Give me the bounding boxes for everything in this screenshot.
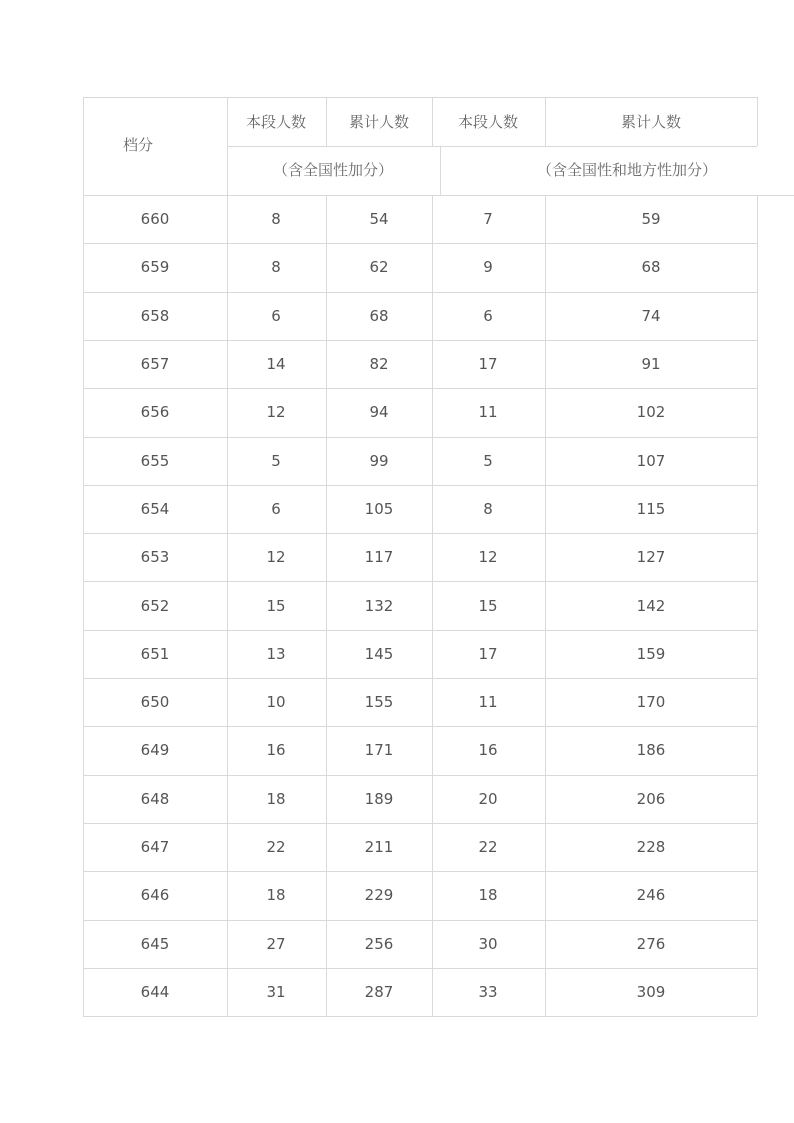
header-segment-count-1: 本段人数 [245, 113, 306, 131]
segment-count-bonus-cell: 7 [483, 210, 493, 228]
header-segment-count-2: 本段人数 [457, 113, 518, 131]
segment-count-bonus-cell: 11 [478, 693, 498, 711]
segment-count-cell: 5 [271, 452, 281, 470]
score-cell: 653 [140, 548, 170, 566]
subheader-national-bonus: （含全国性加分） [272, 161, 393, 179]
segment-count-cell: 12 [266, 403, 286, 421]
score-cell: 651 [140, 645, 170, 663]
cumulative-count-cell: 256 [364, 935, 394, 953]
score-cell: 660 [140, 210, 170, 228]
cumulative-count-cell: 54 [369, 210, 389, 228]
segment-count-cell: 6 [271, 500, 281, 518]
segment-count-bonus-cell: 18 [478, 886, 498, 904]
segment-count-cell: 12 [266, 548, 286, 566]
cumulative-count-cell: 155 [364, 693, 394, 711]
cumulative-count-bonus-cell: 107 [636, 452, 666, 470]
score-cell: 648 [140, 790, 170, 808]
cumulative-count-cell: 99 [369, 452, 389, 470]
segment-count-bonus-cell: 33 [478, 983, 498, 1001]
segment-count-bonus-cell: 15 [478, 597, 498, 615]
cumulative-count-bonus-cell: 246 [636, 886, 666, 904]
segment-count-bonus-cell: 17 [478, 645, 498, 663]
cumulative-count-cell: 229 [364, 886, 394, 904]
column-rule [545, 97, 546, 146]
segment-count-bonus-cell: 6 [483, 307, 493, 325]
cumulative-count-cell: 189 [364, 790, 394, 808]
cumulative-count-cell: 117 [364, 548, 394, 566]
segment-count-bonus-cell: 5 [483, 452, 493, 470]
segment-count-cell: 8 [271, 258, 281, 276]
cumulative-count-bonus-cell: 74 [641, 307, 661, 325]
score-cell: 645 [140, 935, 170, 953]
cumulative-count-bonus-cell: 59 [641, 210, 661, 228]
segment-count-cell: 22 [266, 838, 286, 856]
segment-count-cell: 18 [266, 886, 286, 904]
segment-count-bonus-cell: 22 [478, 838, 498, 856]
segment-count-bonus-cell: 17 [478, 355, 498, 373]
header-cumulative-count-1: 累计人数 [348, 113, 409, 131]
score-cell: 647 [140, 838, 170, 856]
cumulative-count-bonus-cell: 276 [636, 935, 666, 953]
cumulative-count-cell: 62 [369, 258, 389, 276]
segment-count-bonus-cell: 8 [483, 500, 493, 518]
row-rule [83, 1016, 757, 1017]
segment-count-bonus-cell: 9 [483, 258, 493, 276]
cumulative-count-bonus-cell: 170 [636, 693, 666, 711]
cumulative-count-cell: 145 [364, 645, 394, 663]
score-cell: 656 [140, 403, 170, 421]
subheader-divider-rule [440, 146, 441, 195]
segment-count-bonus-cell: 12 [478, 548, 498, 566]
right-border-rule [757, 195, 758, 1016]
header-divider-rule [227, 146, 757, 147]
segment-count-cell: 8 [271, 210, 281, 228]
cumulative-count-cell: 211 [364, 838, 394, 856]
cumulative-count-bonus-cell: 309 [636, 983, 666, 1001]
score-cell: 659 [140, 258, 170, 276]
segment-count-cell: 16 [266, 741, 286, 759]
cumulative-count-cell: 132 [364, 597, 394, 615]
cumulative-count-bonus-cell: 91 [641, 355, 661, 373]
cumulative-count-bonus-cell: 228 [636, 838, 666, 856]
cumulative-count-bonus-cell: 206 [636, 790, 666, 808]
cumulative-count-bonus-cell: 159 [636, 645, 666, 663]
score-cell: 649 [140, 741, 170, 759]
cumulative-count-cell: 171 [364, 741, 394, 759]
subheader-national-local-bonus: （含全国性和地方性加分） [536, 161, 717, 179]
segment-count-cell: 13 [266, 645, 286, 663]
segment-count-cell: 18 [266, 790, 286, 808]
segment-count-bonus-cell: 16 [478, 741, 498, 759]
score-cell: 655 [140, 452, 170, 470]
segment-count-cell: 14 [266, 355, 286, 373]
score-cell: 657 [140, 355, 170, 373]
cumulative-count-cell: 82 [369, 355, 389, 373]
score-cell: 646 [140, 886, 170, 904]
cumulative-count-bonus-cell: 68 [641, 258, 661, 276]
segment-count-cell: 6 [271, 307, 281, 325]
segment-count-cell: 27 [266, 935, 286, 953]
cumulative-count-bonus-cell: 142 [636, 597, 666, 615]
segment-count-cell: 10 [266, 693, 286, 711]
segment-count-cell: 15 [266, 597, 286, 615]
segment-count-bonus-cell: 20 [478, 790, 498, 808]
table-top-rule [83, 97, 757, 98]
cumulative-count-bonus-cell: 115 [636, 500, 666, 518]
right-border-rule [757, 97, 758, 146]
cumulative-count-bonus-cell: 186 [636, 741, 666, 759]
cumulative-count-bonus-cell: 102 [636, 403, 666, 421]
segment-count-cell: 31 [266, 983, 286, 1001]
segment-count-bonus-cell: 11 [478, 403, 498, 421]
score-cell: 658 [140, 307, 170, 325]
score-cell: 644 [140, 983, 170, 1001]
segment-count-bonus-cell: 30 [478, 935, 498, 953]
score-cell: 650 [140, 693, 170, 711]
score-cell: 652 [140, 597, 170, 615]
header-score: 档分 [122, 136, 153, 154]
cumulative-count-cell: 94 [369, 403, 389, 421]
cumulative-count-bonus-cell: 127 [636, 548, 666, 566]
score-cell: 654 [140, 500, 170, 518]
header-cumulative-count-2: 累计人数 [620, 113, 681, 131]
cumulative-count-cell: 105 [364, 500, 394, 518]
cumulative-count-cell: 287 [364, 983, 394, 1001]
cumulative-count-cell: 68 [369, 307, 389, 325]
